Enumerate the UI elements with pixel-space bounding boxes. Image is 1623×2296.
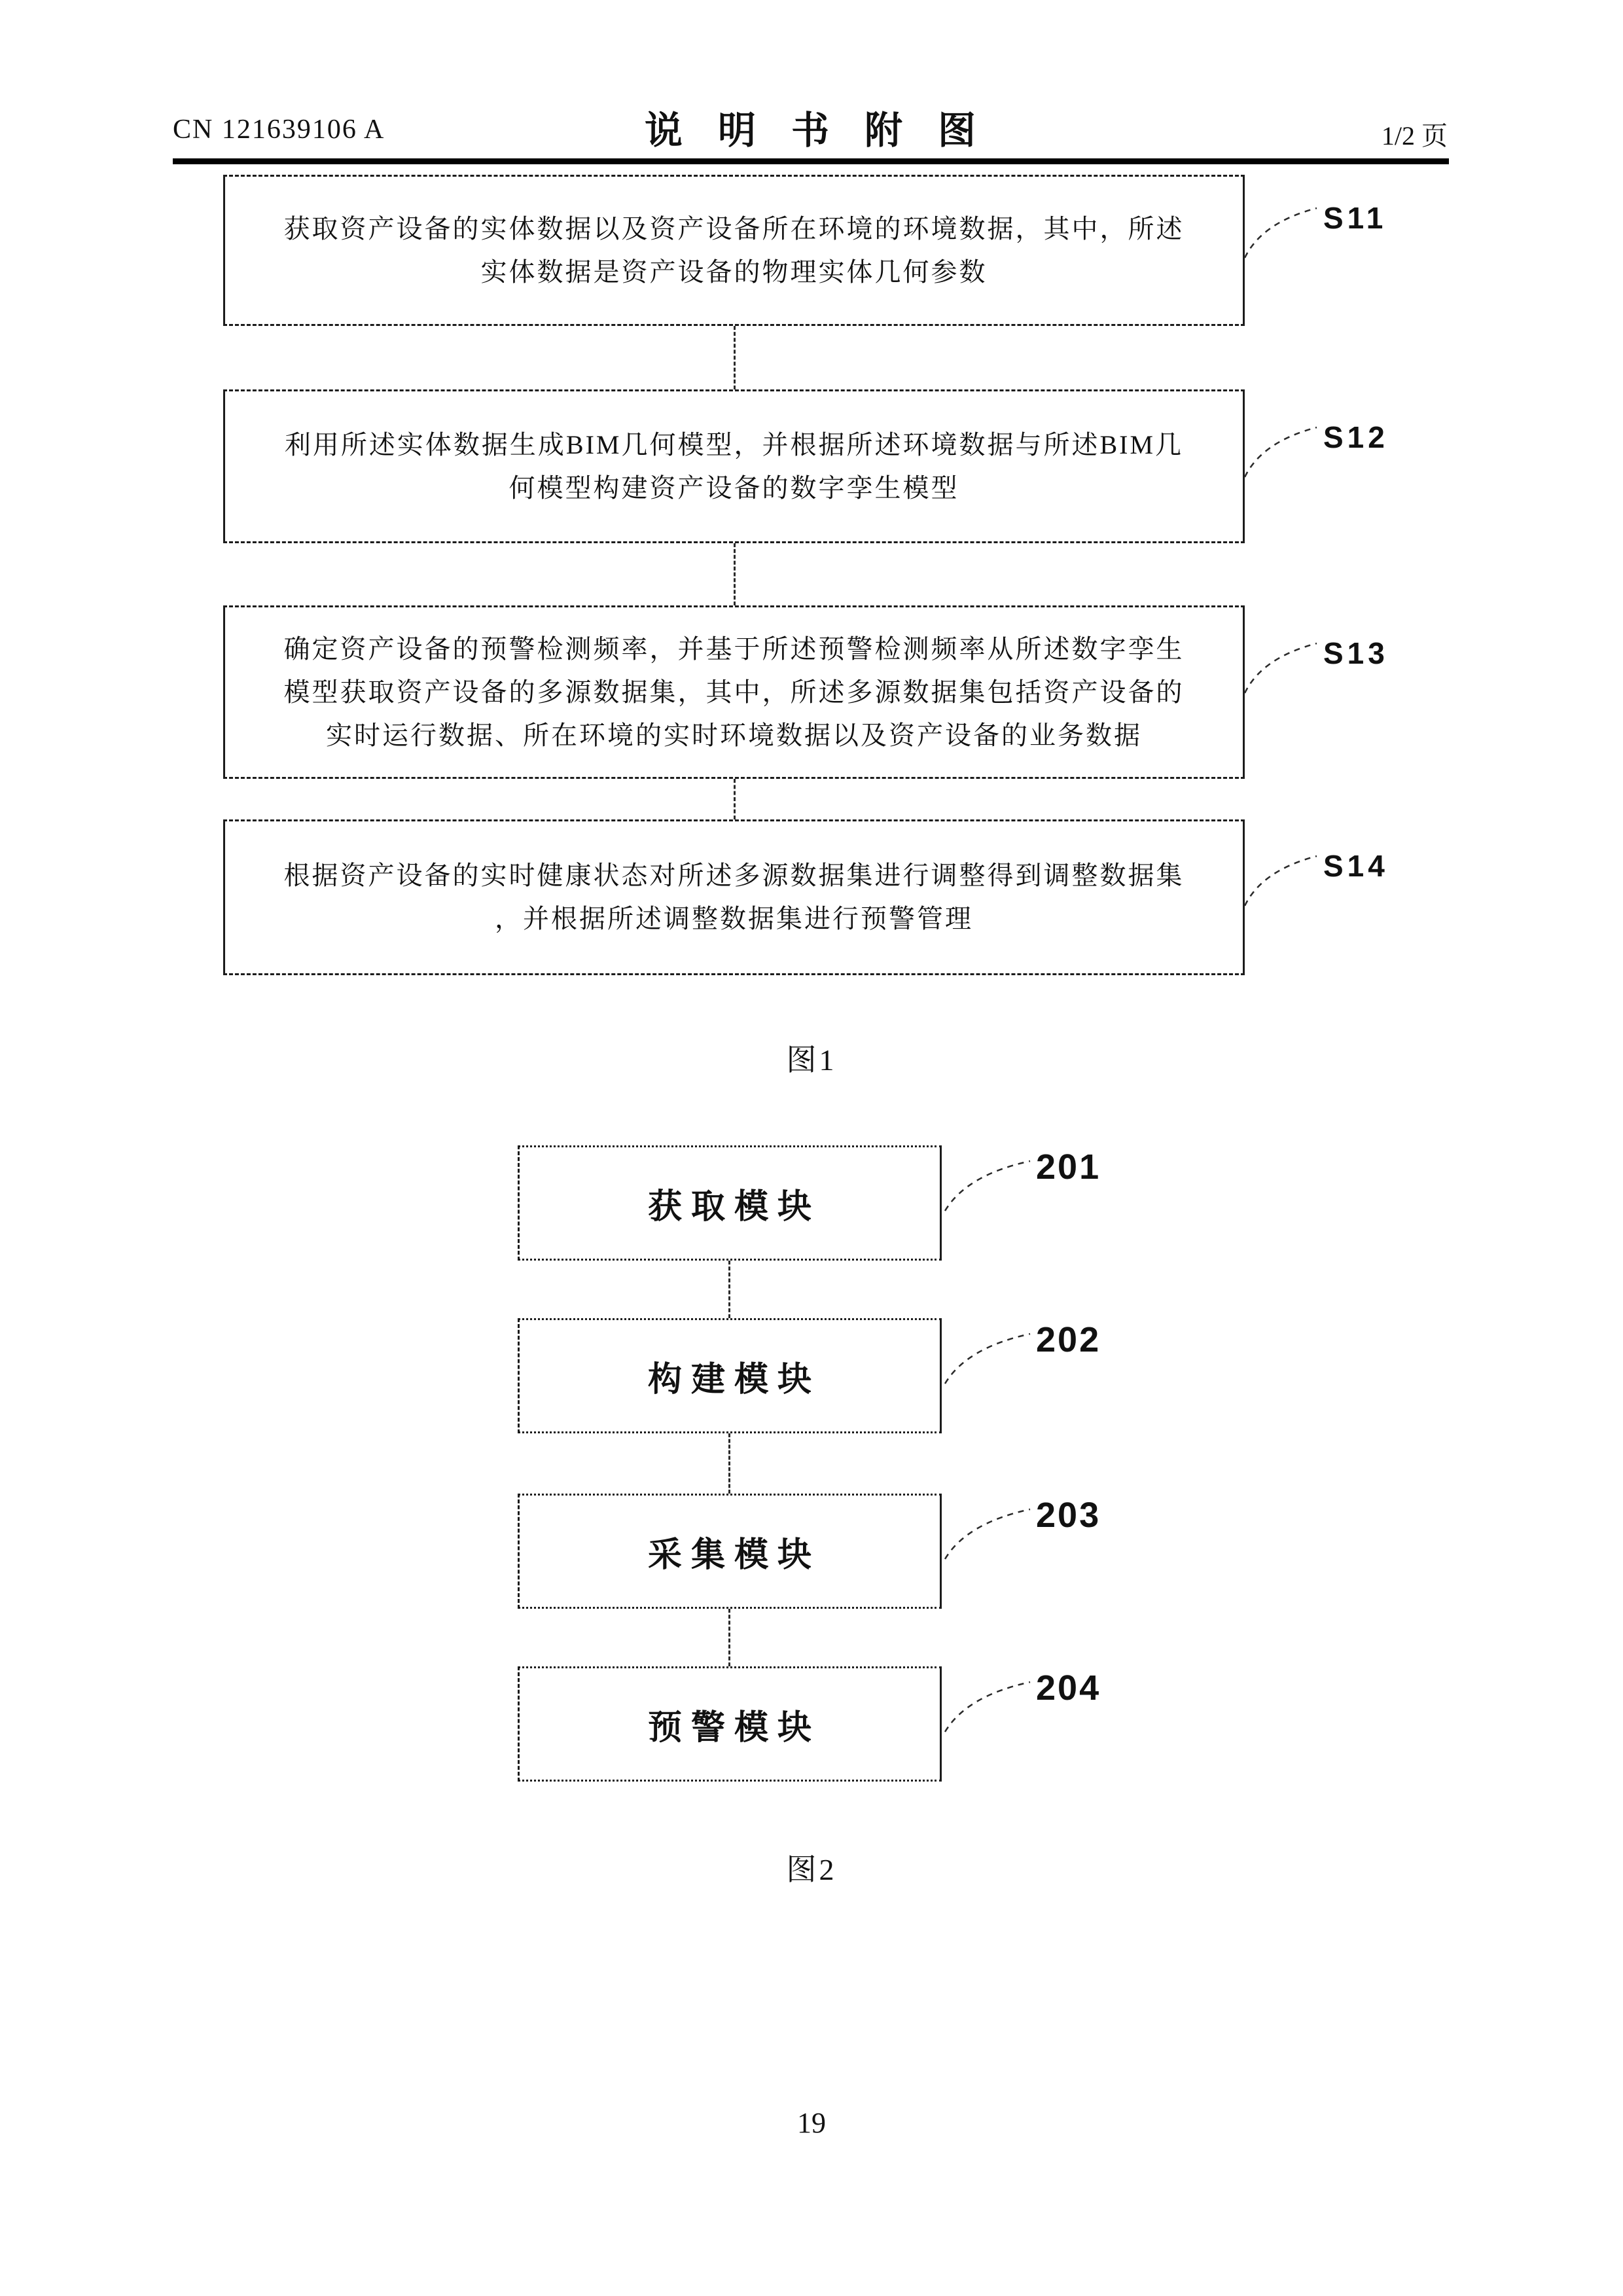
step-text-line: 何模型构建资产设备的数字孪生模型 — [508, 473, 959, 503]
step-text-line: 根据资产设备的实时健康状态对所述多源数据集进行调整得到调整数据集 — [283, 861, 1185, 890]
step-text-line: 利用所述实体数据生成BIM几何模型，并根据所述环境数据与所述BIM几 — [284, 429, 1184, 459]
page-title: 说明书附图 — [644, 109, 1011, 152]
step-text-line: ，并根据所述调整数据集进行预警管理 — [495, 904, 973, 933]
module-label: 获取模块 — [647, 1188, 821, 1226]
module-id-204: 204 — [1036, 1668, 1101, 1708]
flowchart-step-s14 — [223, 819, 1245, 975]
step-text-line: 模型获取资产设备的多源数据集，其中，所述多源数据集包括资产设备的 — [283, 677, 1185, 707]
flow-connector — [734, 326, 736, 389]
document-number: CN 121639106 A — [173, 115, 385, 145]
step-text-line: 确定资产设备的预警检测频率，并基于所述预警检测频率从所述数字孪生 — [283, 634, 1185, 664]
step-text-line: 实体数据是资产设备的物理实体几何参数 — [480, 257, 988, 287]
flow-connector — [734, 779, 736, 819]
page-number: 19 — [797, 2107, 826, 2139]
module-box-204 — [518, 1666, 942, 1782]
module-connector — [728, 1609, 730, 1666]
step-text-line: 获取资产设备的实体数据以及资产设备所在环境的环境数据，其中，所述 — [283, 213, 1185, 243]
module-connector — [728, 1433, 730, 1494]
figure2-caption: 图2 — [786, 1853, 837, 1886]
step-label-s14: S14 — [1323, 849, 1389, 883]
header-rule — [173, 158, 1449, 164]
module-label: 预警模块 — [647, 1709, 821, 1747]
leader-line-202 — [944, 1325, 1032, 1387]
module-connector — [728, 1261, 730, 1318]
leader-line-203 — [944, 1500, 1032, 1562]
leader-line-204 — [944, 1673, 1032, 1735]
module-box-202 — [518, 1318, 942, 1433]
module-label: 构建模块 — [647, 1361, 821, 1399]
leader-line-s11 — [1243, 198, 1322, 263]
leader-line-s12 — [1243, 417, 1322, 482]
module-id-202: 202 — [1036, 1320, 1101, 1359]
module-id-203: 203 — [1036, 1496, 1101, 1535]
step-label-s13: S13 — [1323, 636, 1389, 670]
flow-connector — [734, 543, 736, 605]
step-label-s11: S11 — [1323, 201, 1387, 235]
flowchart-step-s12 — [223, 389, 1245, 543]
module-box-201 — [518, 1145, 942, 1261]
step-label-s12: S12 — [1323, 420, 1389, 454]
flowchart-step-s11 — [223, 175, 1245, 326]
leader-line-s14 — [1243, 846, 1322, 911]
page-indicator: 1/2 页 — [1381, 121, 1448, 151]
step-text-line: 实时运行数据、所在环境的实时环境数据以及资产设备的业务数据 — [326, 720, 1142, 750]
module-label: 采集模块 — [647, 1536, 821, 1574]
figure1-caption: 图1 — [786, 1043, 837, 1077]
module-box-203 — [518, 1494, 942, 1609]
flowchart-step-s13 — [223, 605, 1245, 779]
module-id-201: 201 — [1036, 1147, 1101, 1187]
leader-line-201 — [944, 1152, 1032, 1214]
leader-line-s13 — [1243, 633, 1322, 698]
